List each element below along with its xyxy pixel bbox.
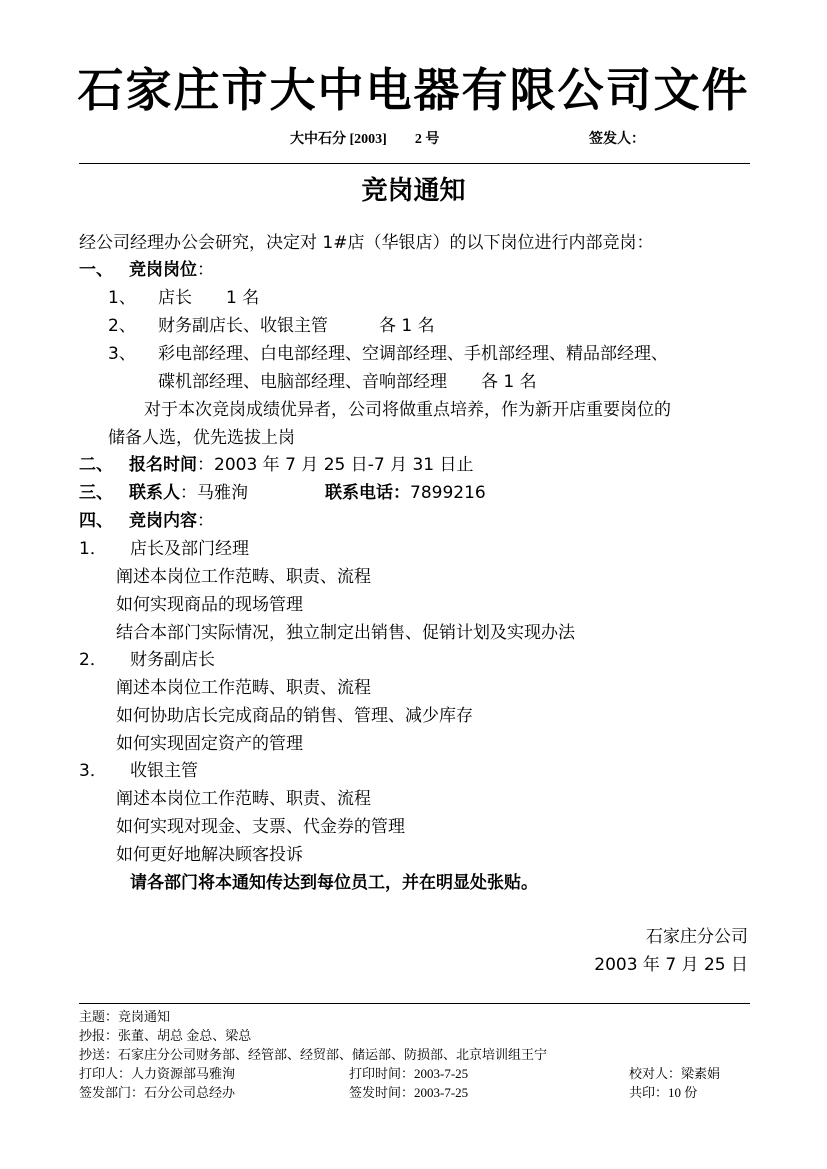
- position-number: 1、: [108, 288, 136, 308]
- section-title: 竞岗岗位: [129, 260, 197, 280]
- content-title: 收银主管: [130, 761, 198, 781]
- document-title: 石家庄市大中电器有限公司文件: [77, 63, 750, 117]
- signature-date: 2003 年 7 月 25 日: [594, 955, 748, 975]
- note-paragraph-continued: 储备人选，优先选拔上岗: [108, 428, 295, 448]
- content-title: 财务副店长: [130, 650, 215, 670]
- section-number: 一、: [79, 260, 113, 280]
- position-text: 店长 1 名: [158, 288, 260, 308]
- content-number: 2．: [79, 650, 107, 670]
- contact-person: ：马雅洵: [180, 483, 248, 503]
- content-item: 如何实现对现金、支票、代金券的管理: [116, 817, 405, 837]
- closing-instruction: 请各部门将本通知传达到每位员工，并在明显处张贴。: [130, 873, 538, 893]
- section-colon: ：: [197, 260, 214, 280]
- section-number: 四、: [79, 511, 113, 531]
- notice-subject: 竞岗通知: [361, 176, 466, 206]
- content-item: 结合本部门实际情况，独立制定出销售、促销计划及实现办法: [116, 623, 575, 643]
- content-item: 如何实现固定资产的管理: [116, 734, 303, 754]
- section-positions-heading: [79, 256, 214, 284]
- content-item: 阐述本岗位工作范畴、职责、流程: [116, 789, 371, 809]
- position-number: 3、: [108, 344, 136, 364]
- footer-theme: 主题：竞岗通知: [79, 1009, 171, 1024]
- contact-phone: [325, 479, 486, 507]
- content-item: 阐述本岗位工作范畴、职责、流程: [116, 678, 371, 698]
- footer-proofreader: 校对人：梁素娟: [629, 1066, 721, 1081]
- position-text: 彩电部经理、白电部经理、空调部经理、手机部经理、精品部经理、: [158, 344, 668, 364]
- footer-distribution: 抄送：石家庄分公司财务部、经管部、经贸部、储运部、防损部、北京培训组王宁: [79, 1047, 548, 1062]
- footer-divider: [79, 1003, 750, 1004]
- footer-issue-time: 签发时间：2003-7-25: [349, 1085, 469, 1100]
- content-title: 店长及部门经理: [130, 539, 249, 559]
- section-number: 三、: [79, 483, 113, 503]
- content-number: 1．: [79, 539, 107, 559]
- section-title: 竞岗内容: [129, 511, 197, 531]
- footer-printer: 打印人：人力资源部马雅洵: [79, 1066, 236, 1081]
- section-title: 报名时间: [129, 455, 197, 475]
- position-number: 2、: [108, 316, 136, 336]
- position-text: 财务副店长、收银主管 各 1 名: [158, 316, 435, 336]
- phone-label: 联系电话：: [325, 483, 410, 503]
- section-contents-heading: [79, 507, 214, 535]
- phone-number: 7899216: [410, 483, 486, 503]
- header-divider: [79, 163, 750, 164]
- position-text-continued: 碟机部经理、电脑部经理、音响部经理 各 1 名: [158, 372, 537, 392]
- intro-paragraph: 经公司经理办公会研究，决定对 1#店（华银店）的以下岗位进行内部竞岗：: [79, 233, 654, 253]
- footer-cc: 抄报：张董、胡总 金总、梁总: [79, 1028, 252, 1043]
- section-contact: [79, 479, 248, 507]
- footer-print-time: 打印时间：2003-7-25: [349, 1066, 469, 1081]
- content-item: 如何实现商品的现场管理: [116, 595, 303, 615]
- note-paragraph: 对于本次竞岗成绩优异者，公司将做重点培养，作为新开店重要岗位的: [144, 400, 671, 420]
- signer-label: 签发人：: [589, 132, 645, 147]
- contact-label: 联系人: [129, 483, 180, 503]
- registration-period: ：2003 年 7 月 25 日-7 月 31 日止: [197, 455, 474, 475]
- content-item: 阐述本岗位工作范畴、职责、流程: [116, 567, 371, 587]
- signature-organization: 石家庄分公司: [646, 927, 748, 947]
- footer-issue-department: 签发部门：石分公司总经办: [79, 1085, 236, 1100]
- content-item: 如何协助店长完成商品的销售、管理、减少库存: [116, 706, 473, 726]
- document-number: 大中石分 [2003] 2 号: [290, 132, 440, 147]
- content-number: 3．: [79, 761, 107, 781]
- section-number: 二、: [79, 455, 113, 475]
- section-colon: ：: [197, 511, 214, 531]
- content-item: 如何更好地解决顾客投诉: [116, 845, 303, 865]
- footer-copies: 共印：10 份: [629, 1085, 698, 1100]
- section-registration-time: [79, 451, 474, 479]
